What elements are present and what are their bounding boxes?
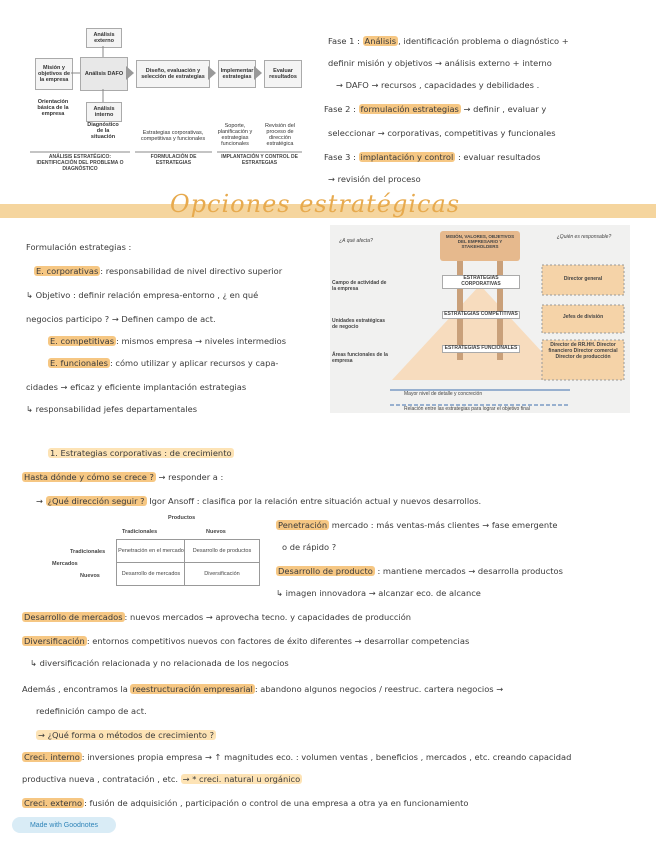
dafo-box: Análisis DAFO xyxy=(80,57,128,91)
ademas-line2: redefinición campo de act. xyxy=(36,706,147,716)
pyramid-dirs: Director de RR.HH. Director financiero Director comercial Director de producción xyxy=(548,342,618,360)
pyramid-corp: ESTRATEGIAS CORPORATIVAS xyxy=(442,275,520,289)
mision-box: Misión y objetivos de la empresa xyxy=(35,58,73,90)
fase3-line2: → revisión del proceso xyxy=(328,174,421,184)
ansoff-cell-diversificacion: Diversificación xyxy=(184,562,260,586)
diagram1-caption-2: FORMULACIÓN DE ESTRATEGIAS xyxy=(150,154,197,166)
corp-line3: negocios participo ? → Definen campo de act. xyxy=(26,314,216,324)
creci-interno-line2: productiva nueva , contratación , etc. → * creci. natural u orgánico xyxy=(22,774,301,784)
analisis-interno-box: Análisis interno xyxy=(86,102,122,122)
pyramid-areas: Áreas funcionales de la empresa xyxy=(332,352,388,364)
strategy-pyramid-diagram xyxy=(330,225,630,413)
fase2-line1: Fase 2 : formulación estrategias → definir , evaluar y xyxy=(324,104,547,114)
pyramid-top: MISIÓN, VALORES, OBJETIVOS DEL EMPRESARIO Y STAKEHOLDERS xyxy=(445,234,515,250)
ansoff-col-nuevos: Nuevos xyxy=(206,529,226,535)
ansoff-col-tradicionales: Tradicionales xyxy=(122,529,158,535)
fase1-line3: → DAFO → recursos , capacidades y debilidades . xyxy=(336,80,540,90)
func-line1: E. funcionales : cómo utilizar y aplicar recursos y capa- xyxy=(50,358,279,368)
pyramid-unidades: Unidades estratégicas de negocio xyxy=(332,318,386,330)
ansoff-row-tradicionales: Tradicionales xyxy=(70,549,106,555)
creci-externo-line: Creci. externo : fusión de adquisición , participación o control de una empresa a otra ya en funcionamiento xyxy=(24,798,469,808)
func-line3: ↳ responsabilidad jefes departamentales xyxy=(26,404,198,414)
diversificacion-line2: ↳ diversificación relacionada y no relacionada de los negocios xyxy=(30,658,289,668)
pyramid-jd: Jefes de división xyxy=(562,314,604,320)
ansoff-cell-penetracion: Penetración en el mercado xyxy=(116,539,186,563)
ansoff-matrix xyxy=(52,515,268,595)
diagram1-caption-3: IMPLANTACIÓN Y CONTROL DE ESTRATEGIAS xyxy=(221,154,298,166)
que-line: → ¿Qué dirección seguir ? Igor Ansoff : clasifica por la relación entre situación actual y nuevos desarrollos. xyxy=(36,496,482,506)
pyramid-dg: Director general xyxy=(563,276,603,282)
pyramid-campo: Campo de actividad de la empresa xyxy=(332,280,387,292)
analisis-externo-box: Análisis externo xyxy=(86,28,122,48)
implementar-box: Implementar estrategias xyxy=(218,60,256,88)
diversificacion-line1: Diversificación : entornos competitivos nuevos con factores de éxito diferentes → desarrollar competencias xyxy=(24,636,470,646)
ansoff-cell-desarrollo-mercados: Desarrollo de mercados xyxy=(116,562,186,586)
revision-box: Revisión del proceso de dirección estratégica xyxy=(260,122,300,148)
creci-interno-line1: Creci. interno : inversiones propia empresa → ↑ magnitudes eco. : volumen ventas , beneficios , mercados , etc. creando capacidad xyxy=(24,752,572,762)
page-title: Opciones estratégicas xyxy=(170,190,461,218)
pyramid-legend-2: Relación entre las estrategias para lograr el objetivo final xyxy=(404,406,530,412)
hasta-line: Hasta dónde y cómo se crece ? → responder a : xyxy=(24,472,224,482)
pyramid-legend-1: Mayor nivel de detalle y concreción xyxy=(404,391,483,397)
evaluar-box: Evaluar resultados xyxy=(264,60,302,88)
goodnotes-badge: Made with Goodnotes xyxy=(12,817,116,833)
penetracion-line1: Penetración mercado : más ventas-más clientes → fase emergente xyxy=(278,520,558,530)
corp-line1: E. corporativas : responsabilidad de nivel directivo superior xyxy=(36,266,283,276)
desarrollo-producto-line2: ↳ imagen innovadora → alcanzar eco. de alcance xyxy=(276,588,481,598)
fase3-line1: Fase 3 : implantación y control : evaluar resultados xyxy=(324,152,541,162)
estrategias-corp-box: Estrategias corporativas, competitivas y funcionales xyxy=(140,129,206,142)
formulacion-heading: Formulación estrategias : xyxy=(26,242,132,252)
pyramid-q1: ¿A qué afecta? xyxy=(339,238,373,244)
forma-line: → ¿Qué forma o métodos de crecimiento ? xyxy=(38,730,215,740)
func-line2: cidades → eficaz y eficiente implantación estrategias xyxy=(26,382,247,392)
fase1-line2: definir misión y objetivos → análisis externo + interno xyxy=(328,58,552,68)
ademas-line1: Además , encontramos la reestructuración empresarial : abandono algunos negocios / reestruc. cartera negocios → xyxy=(22,684,504,694)
orientacion-box: Orientación básica de la empresa xyxy=(35,97,71,119)
diseno-box: Diseño, evaluación y selección de estrategias xyxy=(136,60,210,88)
soporte-box: Soporte, planificación y estrategias funcionales xyxy=(217,122,253,148)
ansoff-mercados: Mercados xyxy=(52,561,78,567)
fase2-line2: seleccionar → corporativas, competitivas y funcionales xyxy=(328,128,556,138)
ansoff-row-nuevos: Nuevos xyxy=(80,573,100,579)
pyramid-q2: ¿Quién es responsable? xyxy=(556,234,612,240)
diagnostico-box: Diagnóstico de la situación xyxy=(87,121,119,141)
ansoff-productos: Productos xyxy=(168,515,196,521)
comp-line1: E. competitivas : mismos empresa → niveles intermedios xyxy=(50,336,287,346)
pyramid-func: ESTRATEGIAS FUNCIONALES xyxy=(442,345,520,353)
fase1-line1: Fase 1 : Análisis , identificación problema o diagnóstico + xyxy=(328,36,569,46)
ansoff-cell-desarrollo-productos: Desarrollo de productos xyxy=(184,539,260,563)
desarrollo-producto-line1: Desarrollo de producto : mantiene mercados → desarrolla productos xyxy=(278,566,563,576)
penetracion-line2: o de rápido ? xyxy=(282,542,337,552)
corp-line2: ↳ Objetivo : definir relación empresa-entorno , ¿ en qué xyxy=(26,290,259,300)
diagram1-caption-1: ANÁLISIS ESTRATÉGICO: IDENTIFICACIÓN DEL PROBLEMA O DIAGNÓSTICO xyxy=(36,154,124,172)
pyramid-comp: ESTRATEGIAS COMPETITIVAS xyxy=(442,311,520,319)
desarrollo-mercados-line: Desarrollo de mercados : nuevos mercados → aprovecha tecno. y capacidades de producción xyxy=(24,612,412,622)
sec1-heading: 1. Estrategias corporativas : de crecimiento xyxy=(50,448,232,458)
